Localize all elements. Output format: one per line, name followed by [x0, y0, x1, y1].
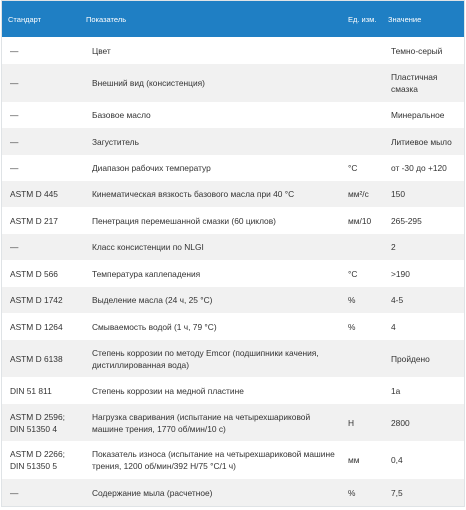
cell-standard: —	[10, 136, 19, 147]
cell-unit: °C	[348, 268, 358, 279]
cell-indicator: Выделение масла (24 ч, 25 °C)	[92, 295, 213, 305]
cell-indicator: Кинематическая вязкость базового масла при 40 °C	[92, 189, 295, 199]
table-row	[2, 340, 464, 377]
cell-indicator: Степень коррозии на медной пластине	[92, 385, 244, 396]
cell-value: Темно-серый	[391, 45, 443, 56]
cell-unit: мм/10	[348, 215, 372, 226]
table-row	[2, 441, 464, 479]
cell-indicator: Степень коррозии по методу Emcor (подшипники качения, дистиллированная вода)	[92, 347, 319, 370]
cell-unit	[339, 102, 382, 128]
cell-unit	[339, 377, 382, 404]
table-row	[2, 404, 464, 441]
table-row	[2, 377, 464, 404]
cell-standard: ASTM D 2266; DIN 51350 5	[10, 449, 65, 471]
cell-standard: ASTM D 445	[10, 189, 58, 199]
table-row	[2, 155, 464, 181]
table-row	[2, 260, 464, 287]
cell-value: Пластичная смазка	[391, 72, 438, 94]
cell-value: 265-295	[391, 215, 422, 226]
table-row	[2, 181, 464, 207]
table-row	[2, 37, 464, 64]
cell-unit: %	[348, 487, 356, 498]
cell-standard: —	[10, 110, 19, 120]
cell-value: Пройдено	[391, 353, 430, 364]
cell-indicator: Загуститель	[92, 136, 139, 147]
header-value: Значение	[388, 14, 422, 24]
table-row	[2, 234, 464, 260]
header-unit: Ед. изм.	[348, 14, 377, 24]
cell-unit	[339, 340, 382, 377]
specifications-table	[2, 1, 464, 506]
table-row	[2, 479, 464, 506]
cell-standard: ASTM D 6138	[10, 353, 63, 364]
cell-unit	[339, 37, 382, 64]
cell-indicator: Содержание мыла (расчетное)	[92, 487, 213, 498]
cell-indicator: Температура каплепадения	[92, 268, 201, 279]
cell-unit: Н	[348, 417, 355, 428]
header-standard: Стандарт	[8, 14, 42, 24]
cell-indicator: Класс консистенции по NLGI	[92, 242, 204, 252]
cell-standard: ASTM D 566	[10, 268, 58, 279]
cell-unit: %	[348, 321, 356, 332]
cell-value: 0,4	[391, 455, 403, 465]
cell-standard: ASTM D 1742	[10, 295, 63, 305]
table-row	[2, 64, 464, 102]
header-indicator: Показатель	[86, 14, 127, 24]
cell-unit: мм	[348, 455, 360, 465]
cell-standard: —	[10, 78, 19, 88]
cell-unit	[339, 128, 382, 155]
cell-standard: —	[10, 163, 19, 173]
cell-value: 7,5	[391, 487, 403, 498]
cell-indicator: Пенетрация перемешанной смазки (60 циклов)	[92, 215, 276, 226]
cell-value: от -30 до +120	[391, 163, 447, 173]
cell-value: Литиевое мыло	[391, 136, 452, 147]
cell-standard: ASTM D 2596; DIN 51350 4	[10, 411, 65, 434]
cell-indicator: Диапазон рабочих температур	[92, 163, 211, 173]
cell-unit: °C	[348, 163, 358, 173]
table-row	[2, 287, 464, 313]
cell-indicator: Смываемость водой (1 ч, 79 °C)	[92, 321, 217, 332]
cell-standard: —	[10, 242, 19, 252]
cell-value: 2800	[391, 417, 410, 428]
specifications-table-container	[1, 0, 465, 507]
cell-standard: ASTM D 217	[10, 215, 58, 226]
cell-value: Минеральное	[391, 110, 445, 120]
cell-value: >190	[391, 268, 410, 279]
cell-value: 1a	[391, 385, 401, 396]
cell-standard: —	[10, 45, 19, 56]
cell-standard: DIN 51 811	[10, 385, 52, 396]
cell-indicator: Нагрузка сваривания (испытание на четырехшариковой машине трения, 1770 об/мин/10 с)	[92, 411, 311, 434]
cell-indicator: Цвет	[92, 45, 111, 56]
cell-standard: —	[10, 487, 19, 498]
cell-value: 150	[391, 189, 405, 199]
cell-value: 4-5	[391, 295, 404, 305]
table-row	[2, 102, 464, 128]
cell-unit	[339, 64, 382, 102]
cell-unit	[339, 234, 382, 260]
cell-unit: %	[348, 295, 356, 305]
cell-unit: мм²/с	[348, 189, 369, 199]
table-row	[2, 128, 464, 155]
cell-value: 4	[391, 321, 396, 332]
cell-indicator: Внешний вид (консистенция)	[92, 78, 205, 88]
cell-indicator: Показатель износа (испытание на четырехшариковой машине трения, 1200 об/мин/392 Н/75 °C/1 ч)	[92, 449, 335, 471]
table-row	[2, 207, 464, 234]
cell-standard: ASTM D 1264	[10, 321, 63, 332]
cell-indicator: Базовое масло	[92, 110, 151, 120]
cell-value: 2	[391, 242, 396, 252]
table-header-row	[2, 1, 464, 37]
table-row	[2, 313, 464, 340]
